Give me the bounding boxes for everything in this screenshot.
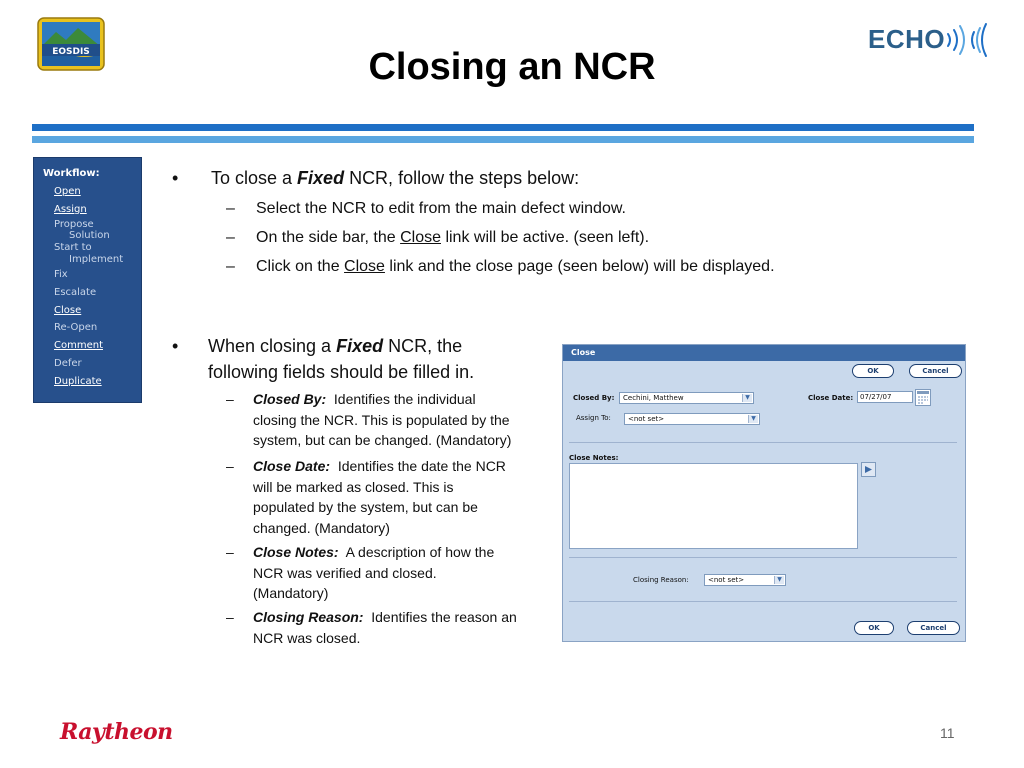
chevron-down-icon: ▼ [742,394,752,402]
spell-check-icon[interactable] [861,462,876,477]
closed-by-label: Closed By: [573,394,615,402]
dash-marker: – [226,609,234,625]
close-date-description: Close Date: Identifies the date the NCR will be marked as closed. This is populated by the system, but can be changed. (Mandatory) [253,458,506,536]
workflow-link-open[interactable]: Open [54,186,81,197]
closing-reason-value: <not set> [708,576,745,584]
divider [569,442,957,443]
assign-to-label: Assign To: [576,414,611,422]
workflow-link-comment[interactable]: Comment [54,340,103,351]
calendar-icon[interactable] [915,389,931,406]
workflow-item-propose: Propose [54,219,94,230]
workflow-sidebar [33,157,142,403]
dialog-title: Close [563,345,965,361]
title-divider-light [32,136,974,143]
section1-bullet: To close a Fixed NCR, follow the steps below: [211,168,580,188]
close-notes-label: Close Notes: [569,454,619,462]
workflow-item-implement: Implement [69,254,124,265]
cancel-button-top[interactable]: Cancel [909,364,962,378]
workflow-item-reopen: Re-Open [54,322,98,333]
section2-bullet-line2: following fields should be filled in. [208,362,475,382]
close-notes-textarea[interactable] [569,463,858,549]
section1-step-3: Click on the Close link and the close page (seen below) will be displayed. [256,258,775,275]
workflow-title: Workflow: [43,168,100,179]
closed-by-value: Cechini, Matthew [623,394,684,402]
workflow-link-close[interactable]: Close [54,305,82,316]
closed-by-description: Closed By: Identifies the individual closing the NCR. This is populated by the system, but can be changed. (Mandatory) [253,391,512,448]
page-number: 11 [940,725,955,741]
workflow-item-escalate: Escalate [54,287,97,298]
closing-reason-description: Closing Reason: Identifies the reason an NCR was closed. [253,609,517,646]
divider [569,601,957,602]
section1-step-1: Select the NCR to edit from the main defect window. [256,200,626,217]
close-date-label: Close Date: [808,394,854,402]
cancel-button-bottom[interactable]: Cancel [907,621,960,635]
workflow-item-start-to: Start to [54,242,92,253]
chevron-down-icon: ▼ [748,415,758,423]
eosdis-logo-text: EOSDIS [52,47,90,57]
bullet-marker: • [172,336,179,356]
close-dialog [562,344,966,642]
dash-marker: – [226,544,234,560]
dash-marker: – [226,458,234,474]
workflow-item-solution: Solution [69,230,110,241]
ok-button-bottom[interactable]: OK [854,621,894,635]
closing-reason-select[interactable] [704,574,786,586]
close-notes-description: Close Notes: A description of how the NCR was verified and closed. (Mandatory) [253,544,495,601]
workflow-item-fix: Fix [54,269,68,280]
workflow-link-duplicate[interactable]: Duplicate [54,376,102,387]
section2-bullet: When closing a Fixed NCR, the [208,336,463,356]
page-title: Closing an NCR [368,46,656,88]
assign-to-value: <not set> [628,415,665,423]
close-date-input[interactable]: 07/27/07 [857,391,913,403]
divider [569,557,957,558]
chevron-down-icon: ▼ [774,576,784,584]
closing-reason-label: Closing Reason: [633,576,689,584]
dash-marker: – [226,200,235,217]
bullet-marker: • [172,168,179,188]
echo-logo-text: ECHO [868,24,946,54]
title-divider-dark [32,124,974,131]
dash-marker: – [226,391,234,407]
workflow-item-defer: Defer [54,358,82,369]
closed-by-select[interactable] [619,392,754,404]
workflow-link-assign[interactable]: Assign [54,204,87,215]
dash-marker: – [226,229,235,246]
section1-step-2: On the side bar, the Close link will be active. (seen left). [256,229,650,246]
assign-to-select[interactable] [624,413,760,425]
dash-marker: – [226,258,235,275]
raytheon-logo: Raytheon [60,719,173,745]
ok-button-top[interactable]: OK [852,364,894,378]
